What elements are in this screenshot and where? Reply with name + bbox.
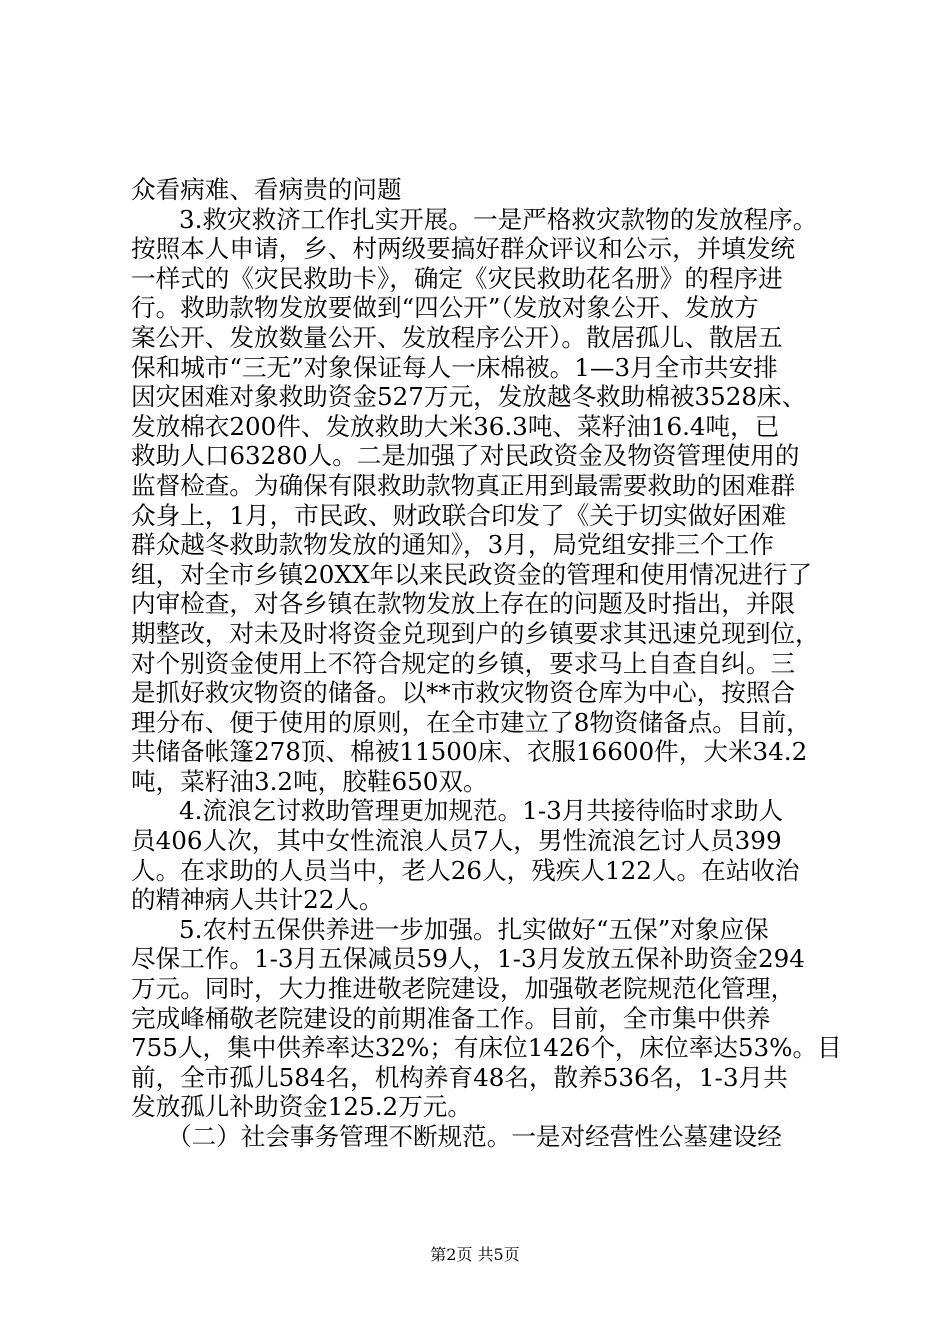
text-line: 是抓好救灾物资的储备。以**市救灾物资仓库为中心，按照合 [131,678,796,708]
text-line: 对个别资金使用上不符合规定的乡镇，要求马上自查自纠。三 [131,648,796,678]
text-line: 组，对全市乡镇20XX年以来民政资金的管理和使用情况进行了 [131,559,813,589]
text-line: 完成峰桶敬老院建设的前期准备工作。目前，全市集中供养 [131,1003,771,1033]
text-line: 群众越冬救助款物发放的通知》，3月，局党组安排三个工作 [131,530,774,560]
text-line: 员406人次，其中女性流浪人员7人，男性流浪乞讨人员399 [131,826,782,856]
text-line: 发放孤儿补助资金125.2万元。 [131,1092,472,1122]
paragraph-5-start: 5.农村五保供养进一步加强。扎实做好“五保”对象应保 [179,914,769,944]
text-line: 一样式的《灾民救助卡》，确定《灾民救助花名册》的程序进 [131,263,783,293]
text-line: 的精神病人共计22人。 [131,885,384,915]
body-text [131,175,842,1152]
paragraph-3-start: 3.救灾救济工作扎实开展。一是严格救灾款物的发放程序。 [179,204,818,234]
text-line: 行。救助款物发放要做到“四公开”（发放对象公开、发放方 [131,293,759,323]
text-line: 尽保工作。1-3月五保减员59人，1-3月发放五保补助资金294 [131,944,805,974]
text-line: 因灾困难对象救助资金527万元，发放越冬救助棉被3528床、 [131,382,807,412]
text-line: 万元。同时，大力推进敬老院建设，加强敬老院规范化管理， [131,974,796,1004]
text-line: 内审检查，对各乡镇在款物发放上存在的问题及时指出，并限 [131,589,796,619]
text-line: 按照本人申请，乡、村两级要搞好群众评议和公示，并填发统 [131,234,796,264]
text-line: 众看病难、看病贵的问题 [131,175,402,204]
section-2-start: （二）社会事务管理不断规范。一是对经营性公墓建设经 [167,1122,782,1151]
text-line: 众身上，1月，市民政、财政联合印发了《关于切实做好困难 [131,500,787,530]
text-line: 发放棉衣200件、发放救助大米36.3吨、菜籽油16.4吨，已 [131,411,780,441]
text-line: 755人，集中供养率达32%；有床位1426个，床位率达53%。目 [131,1033,842,1063]
text-line: 理分布、便于使用的原则，在全市建立了8物资储备点。目前， [131,707,811,737]
paragraph-4-start: 4.流浪乞讨救助管理更加规范。1-3月共接待临时求助人 [179,796,784,826]
text-line: 保和城市“三无”对象保证每人一床棉被。1—3月全市共安排 [131,352,778,382]
text-line: 案公开、发放数量公开、发放程序公开）。散居孤儿、散居五 [131,322,783,352]
text-line: 吨，菜籽油3.2吨，胶鞋650双。 [131,766,488,796]
page-footer: 第2页 共5页 [430,1245,520,1264]
text-line: 共储备帐篷278顶、棉被11500床、衣服16600件，大米34.2 [131,737,808,767]
text-line: 期整改，对未及时将资金兑现到户的乡镇要求其迅速兑现到位， [131,618,820,648]
text-line: 救助人口63280人。二是加强了对民政资金及物资管理使用的 [131,441,800,471]
text-line: 前，全市孤儿584名，机构养育48名，散养536名，1-3月共 [131,1062,788,1092]
text-line: 人。在求助的人员当中，老人26人，残疾人122人。在站收治 [131,855,800,885]
text-line: 监督检查。为确保有限救助款物真正用到最需要救助的困难群 [131,470,796,500]
